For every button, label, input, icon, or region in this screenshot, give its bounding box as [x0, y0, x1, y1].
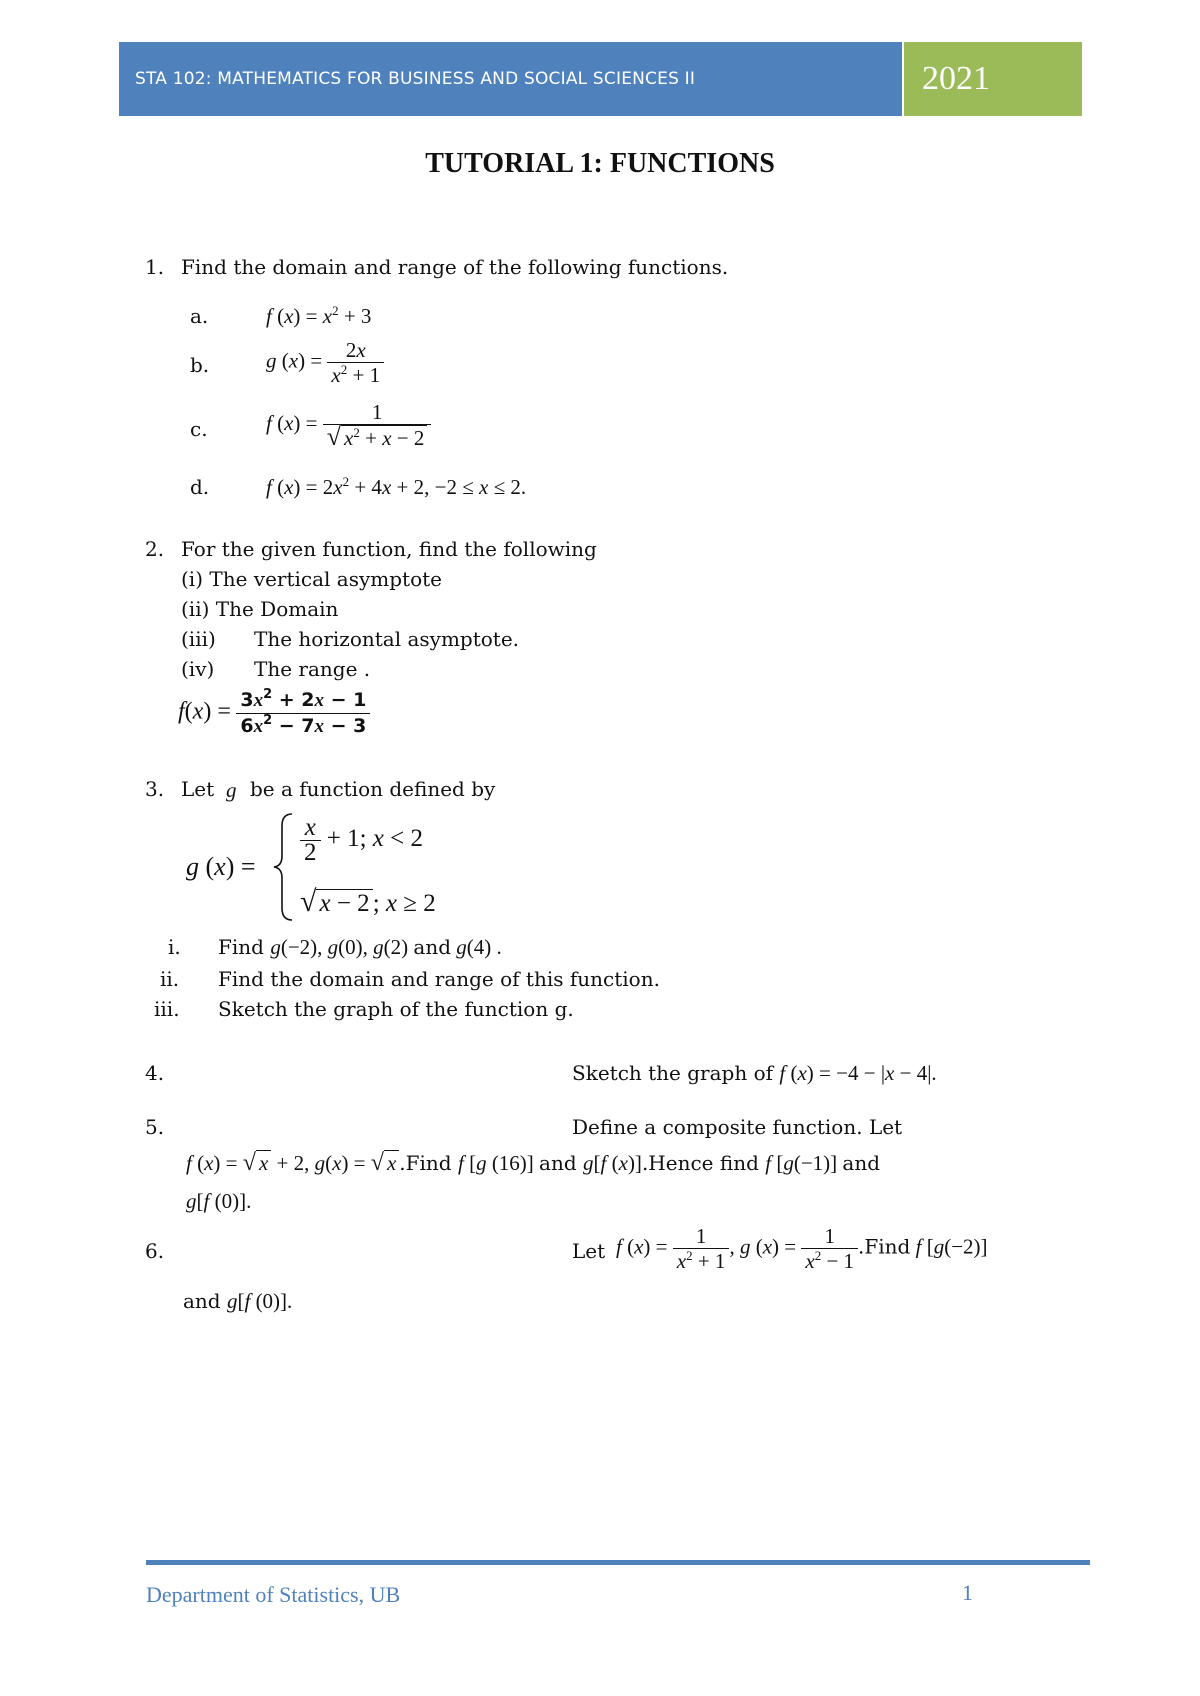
q1a-formula: f $(x) = x^2 + 3$	[266, 303, 372, 328]
q1c-formula: f (x) = $\frac{1}{√ x^2 + x - 2}$	[266, 400, 431, 450]
q1-text: Find the domain and range of the following functions.	[181, 255, 729, 279]
q3-part-iii-text: Sketch the graph of the function g.	[218, 997, 574, 1021]
q2-number: 2.	[145, 537, 165, 561]
q3-brace	[272, 812, 296, 922]
q6-let: Let	[572, 1239, 606, 1263]
q3-part-ii-text: Find the domain and range of this function.	[218, 967, 660, 991]
q3-case-2: √ x − 2 ; x ≥ 2	[300, 885, 436, 918]
q3-part-i-text: Find g(−2), g(0), g(2) and g(4) .	[218, 935, 502, 959]
q3-part-i-label: i.	[168, 935, 181, 959]
q2-part-iv-text: The range .	[254, 657, 371, 681]
q1a-label: a.	[190, 304, 209, 328]
footer-department: Department of Statistics, UB	[146, 1582, 401, 1607]
q6-formula: f (x) = $\frac{1}{x^2 + 1}$ , g (x) = $\frac{1}{x^2 - 1}$ .Find f [g(−2)]	[616, 1224, 988, 1273]
footer-rule	[146, 1560, 1090, 1565]
header-year: 2021	[922, 60, 990, 97]
q5-text: Define a composite function. Let	[572, 1115, 903, 1139]
q3-part-ii-label: ii.	[160, 967, 180, 991]
q4-number: 4.	[145, 1061, 165, 1085]
header-year-band	[904, 42, 1082, 116]
q6-number: 6.	[145, 1239, 165, 1263]
q1-number: 1.	[145, 255, 165, 279]
q3-piecewise-lhs: g (x) =	[186, 852, 256, 881]
q5-line-2: f (x) = √ x + 2, g(x) = √ x .Find f [g (16)] and g[f (x)].Hence find f [g(−1)] and	[186, 1150, 881, 1176]
q5-number: 5.	[145, 1115, 165, 1139]
footer-page-number: 1	[962, 1580, 973, 1605]
q6-line-2: and g[f (0)].	[183, 1289, 293, 1313]
page-title: TUTORIAL 1: FUNCTIONS	[425, 148, 775, 179]
q2-formula: f(x) = $\frac{3x^2 + 2x - 1}{6x^2 - 7x - 3}$	[178, 688, 370, 739]
q4-text: Sketch the graph of f (x) = −4 − |x − 4|.	[572, 1061, 937, 1085]
q1d-label: d.	[190, 475, 210, 499]
q2-part-iii-label: (iii)	[181, 627, 216, 651]
q3-part-iii-label: iii.	[154, 997, 180, 1021]
header-course-band	[119, 42, 902, 116]
q2-part-i: (i) The vertical asymptote	[181, 567, 443, 591]
q5-line-3: g[f (0)].	[186, 1189, 252, 1213]
q3-text-post: be a function defined by	[250, 777, 496, 801]
q2-part-iv-label: (iv)	[181, 657, 215, 681]
q2-text: For the given function, find the following	[181, 537, 597, 561]
header-course-title: STA 102: MATHEMATICS FOR BUSINESS AND SOCIAL SCIENCES II	[135, 69, 696, 89]
q3-case-1: $\frac{x}{2}$ + 1; x < 2	[300, 816, 423, 865]
q3-number: 3.	[145, 777, 165, 801]
q2-part-ii: (ii) The Domain	[181, 597, 339, 621]
q1b-label: b.	[190, 353, 210, 377]
q2-part-iii-text: The horizontal asymptote.	[254, 627, 520, 651]
q1d-formula: f $(x) = 2x^2 + 4x + 2$, −2 ≤ x ≤ 2.	[266, 474, 527, 499]
q1b-formula: g (x) = $\frac{2x}{x^2 + 1}$	[266, 338, 384, 387]
q1c-label: c.	[190, 417, 208, 441]
q3-var-g: g	[226, 778, 237, 802]
q3-text-pre: Let	[181, 777, 215, 801]
